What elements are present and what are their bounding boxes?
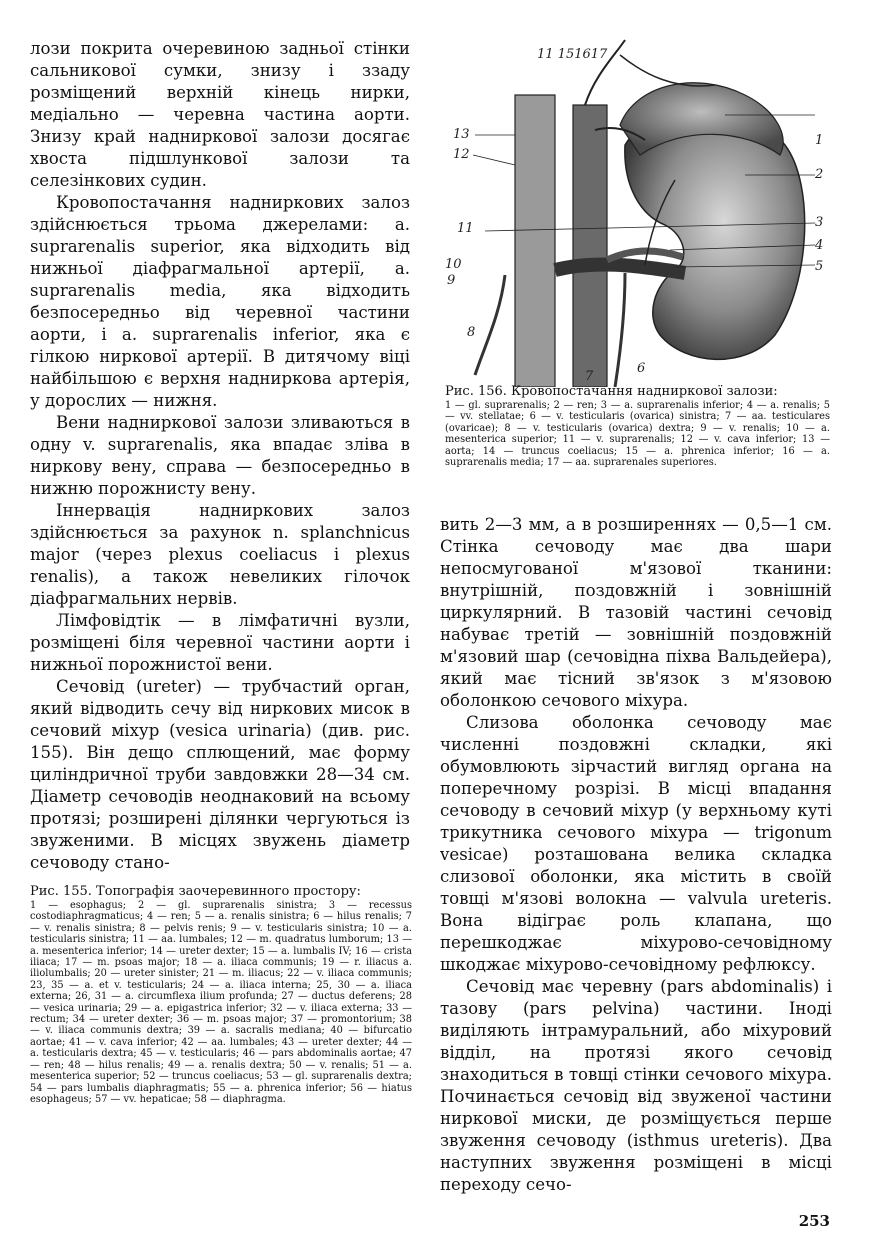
- left-column: [30, 38, 410, 874]
- label-11: 11: [457, 221, 474, 236]
- paragraph-innervation: Іннервація надниркових залоз здійснюється за рахунок n. splanchnicus major (через plexus coeliacus і plexus renalis), а також невеликих гілочок діафрагмальних нервів.: [30, 501, 410, 608]
- fig155-caption: [30, 884, 412, 1105]
- paragraph-mucosa: Слизова оболонка сечоводу має численні поздовжні складки, які обумовлюють зірчастий вигляд органа на поперечному розрізі. В місці впадання сечоводу в сечовий міхур (у верхньому куті трикутника сечового міхура — trigonum vesicae) розташована велика складка слизової оболонки, яка містить в своїй товщі м'язові волокна — valvula ureteris. Вона відіграє роль клапана, що перешкоджає міхурово-сечовідному шкоджає міхурово-сечовідному рефлюксу.: [440, 713, 832, 974]
- adrenal-blood-supply-drawing: [445, 35, 833, 387]
- label-8: 8: [467, 325, 476, 340]
- fig156-title: Рис. 156. Кровопостачання надниркової залози:: [445, 384, 778, 399]
- paragraph-veins: Вени надниркової залози зливаються в одну v. suprarenalis, яка впадає зліва в ниркову вену, справа — безпосередньо в нижню порожнисту вену.: [30, 413, 410, 498]
- label-6: 6: [637, 361, 646, 376]
- paragraph-blood-supply: Кровопостачання надниркових залоз здійснюється трьома джерелами: a. suprarenalis superior, яка відходить від нижньої діафрагмальної артерії, a. suprarenalis media, яка відходить безпосередньо від черевної частини аорти, і a. suprarenalis inferior, яка є гілкою ниркової артерії. В дитячому віці найбільшою є верхня надниркова артерія, у дорослих — нижня.: [30, 193, 410, 410]
- label-5: 5: [815, 259, 824, 274]
- page-number: 253: [798, 1212, 830, 1230]
- paragraph-right-1: вить 2—3 мм, а в розширеннях — 0,5—1 см. Стінка сечоводу має два шари непосмугованої м'язової тканини: внутрішній, поздовжній і зовнішній циркулярний. В тазовій частині сечовід набуває третій — зовнішній поздовжній м'язовий шар (сечовідна піхва Вальдейера), який має тісний зв'язок з м'язовою оболонкою сечового міхура.: [440, 515, 832, 710]
- label-12: 12: [453, 147, 470, 162]
- label-10: 10: [445, 257, 462, 272]
- label-9: 9: [447, 273, 456, 288]
- paragraph-left-1: лози покрита очеревиною задньої стінки сальникової сумки, знизу і ззаду розміщений верхній кінець нирки, медіально — черевна частина аорти. Знизу край надниркової залози досягає хвоста підшлункової залози та селезінкових судин.: [30, 39, 410, 190]
- fig156-caption: [445, 384, 830, 468]
- paragraph-ureter: Сечовід (ureter) — трубчастий орган, який відводить сечу від ниркових мисок в сечовий міхур (vesica urinaria) (див. рис. 155). Він дещо сплющений, має форму циліндричної труби завдовжки 28—34 см. Діаметр сечоводів неоднаковий на всьому протязі; розширені ділянки чергуються із звуженими. В місцях звужень діаметр сечоводу стано-: [30, 677, 410, 872]
- right-column: [440, 514, 832, 1196]
- fig156-illustration: [445, 35, 833, 387]
- fig155-title: Рис. 155. Топографія заочеревинного простору:: [30, 884, 361, 899]
- label-2: 2: [815, 167, 824, 182]
- fig155-legend: 1 — esophagus; 2 — gl. suprarenalis sinistra; 3 — recessus costodiaphragmaticus; 4 — ren; 5 — a. renalis sinistra; 6 — hilus renalis; 7 — v. renalis sinistra; 8 — pelvis renis; 9 — v. testicularis sinistra; 10 — a. testicularis sinistra; 11 — aa. lumbales; 12 — m. quadratus lumborum; 13 — a. mesenterica inferior; 14 — ureter dexter; 15 — a. lumbalis IV; 16 — crista iliaca; 17 — m. psoas major; 18 — a. iliaca communis; 19 — r. iliacus a. iliolumbalis; 20 — ureter sinister; 21 — m. iliacus; 22 — v. iliaca communis; 23, 35 — a. et v. testicularis; 24 — a. iliaca interna; 25, 30 — a. iliaca externa; 26, 31 — a. circumflexa ilium profunda; 27 — ductus deferens; 28 — vesica urinaria; 29 — a. epigastrica inferior; 32 — v. iliaca externa; 33 — rectum; 34 — ureter dexter; 36 — m. psoas major; 37 — promontorium; 38 — v. iliaca communis dextra; 39 — a. sacralis mediana; 40 — bifurcatio aortae; 41 — v. cava inferior; 42 — aa. lumbales; 43 — ureter dexter; 44 — a. testicularis dextra; 45 — v. testicularis; 46 — pars abdominalis aortae; 47 — ren; 48 — hilus renalis; 49 — a. renalis dextra; 50 — v. renalis; 51 — a. mesenterica superior; 52 — truncus coeliacus; 53 — gl. suprarenalis dextra; 54 — pars lumbalis diaphragmatis; 55 — a. phrenica inferior; 56 — hiatus esophageus; 57 — vv. hepaticae; 58 — diaphragma.: [30, 900, 412, 1105]
- label-13: 13: [453, 127, 470, 142]
- label-4: 4: [815, 238, 824, 253]
- label-3: 3: [815, 215, 824, 230]
- paragraph-parts: Сечовід має черевну (pars abdominalis) і тазову (pars pelvina) частини. Іноді виділяють інтрамуральний, або міхуровий відділ, на протязі якого сечовід знаходиться в товщі стінки сечового міхура. Починається сечовід від звуженої частини ниркової миски, де розміщується перше звуження сечоводу (isthmus ureteris). Два наступних звуження розміщені в місці переходу сечо-: [440, 977, 832, 1194]
- paragraph-lymph: Лімфовідтік — в лімфатичні вузли, розміщені біля черевної частини аорти і нижньої порожнистої вени.: [30, 611, 410, 674]
- fig156-legend: 1 — gl. suprarenalis; 2 — ren; 3 — a. suprarenalis inferior; 4 — a. renalis; 5 — vv. stellatae; 6 — v. testicularis (ovarica) sinistra; 7 — aa. testiculares (ovaricae); 8 — v. testicularis (ovarica) dextra; 9 — v. renalis; 10 — a. mesenterica superior; 11 — v. suprarenalis; 12 — v. cava inferior; 13 — aorta; 14 — truncus coeliacus; 15 — a. phrenica inferior; 16 — a. suprarenalis media; 17 — aa. suprarenales superiores.: [445, 400, 830, 469]
- label-7: 7: [585, 369, 594, 384]
- label-top: 11 151617: [537, 47, 608, 62]
- label-1: 1: [815, 133, 824, 148]
